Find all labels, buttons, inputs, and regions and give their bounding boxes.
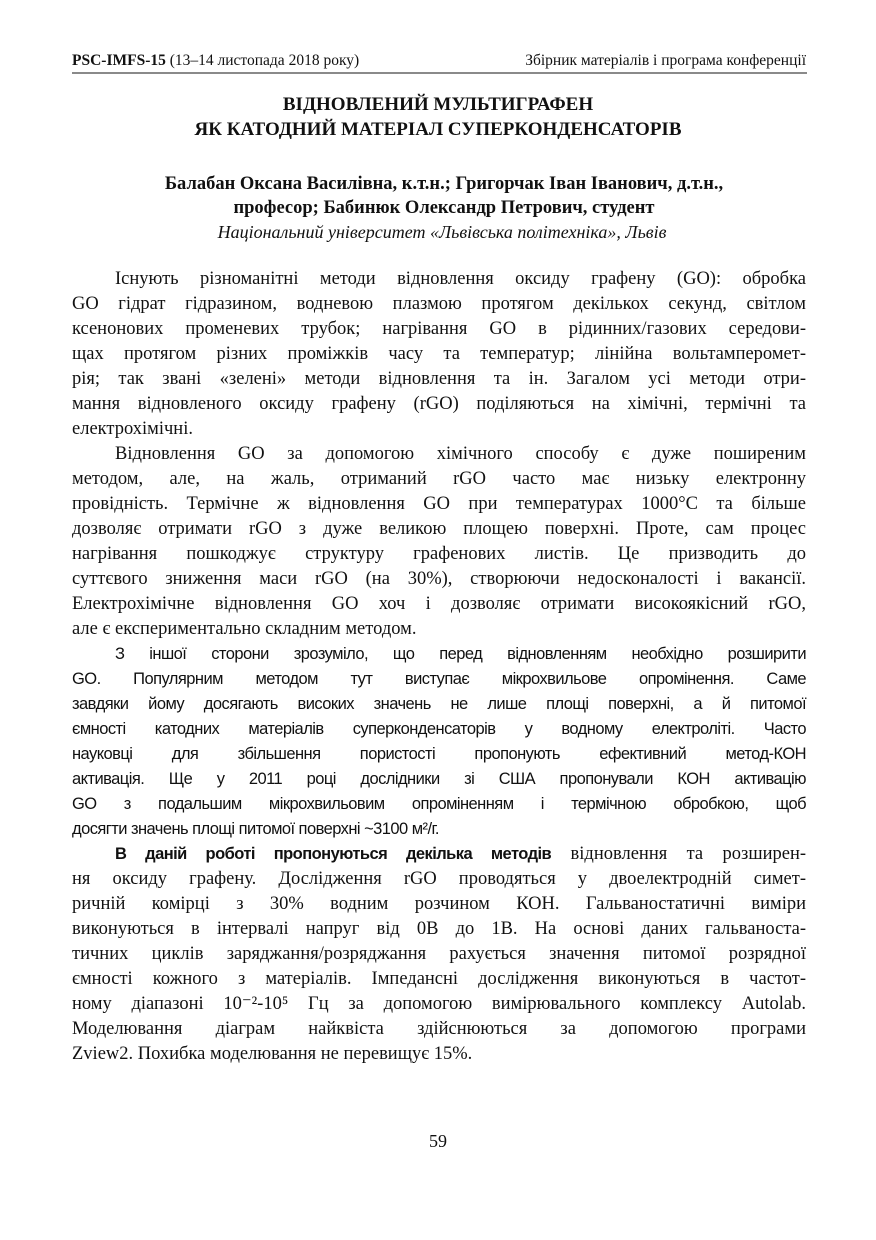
running-header-right: Збірник матеріалів і програма конференції bbox=[525, 52, 806, 69]
paragraph-2-line: Відновлення GO за допомогою хімічного способу є дуже поширеним bbox=[115, 444, 806, 464]
paragraph-4-line: Моделювання діаграм найквіста здійснюються за допомогою програми bbox=[72, 1019, 806, 1039]
paragraph-2-line: методом, але, на жаль, отриманий rGO часто має низьку електронну bbox=[72, 469, 806, 489]
paragraph-2-line: але є експериментально складним методом. bbox=[72, 619, 417, 639]
paragraph-4-line: ному діапазоні 10⁻²-10⁵ Гц за допомогою вимірювального комплексу Autolab. bbox=[72, 994, 806, 1014]
paragraph-3-line: З іншої сторони зрозуміло, що перед відновленням необхідно розширити bbox=[115, 645, 806, 663]
paragraph-1-line: електрохімічні. bbox=[72, 419, 193, 439]
paragraph-2-line: суттєвого зниження маси rGO (на 30%), створюючи недосконалості і вакансії. bbox=[72, 569, 806, 589]
conference-code: PSC-IMFS-15 bbox=[72, 52, 166, 69]
paragraph-4-line: виконуються в інтервалі напруг від 0В до 1В. На основі даних гальваноста- bbox=[72, 919, 806, 939]
paragraph-1-line: рія; так звані «зелені» методи відновлення та ін. Загалом усі методи отри- bbox=[72, 369, 806, 389]
paragraph-4-line bbox=[115, 842, 806, 867]
paragraph-3-line: GO. Популярним методом тут виступає мікрохвильове опромінення. Саме bbox=[72, 670, 806, 688]
page-number: 59 bbox=[429, 1131, 447, 1151]
paragraph-4-line: ричній комірці з 30% водним розчином КОН. Гальваностатичні виміри bbox=[72, 894, 806, 914]
paragraph-2-line: нагрівання пошкоджує структуру графенових листів. Це призводить до bbox=[72, 544, 806, 564]
authors-line-2: професор; Бабинюк Олександр Петрович, студент bbox=[233, 198, 655, 218]
paragraph-4-line: ня оксиду графену. Дослідження rGO проводяться у двоелектродній симет- bbox=[72, 869, 806, 889]
conference-dates: (13–14 листопада 2018 року) bbox=[165, 52, 360, 69]
paragraph-3-line: GO з подальшим мікрохвильовим опроміненням і термічною обробкою, щоб bbox=[72, 795, 806, 813]
paragraph-3-line: досягти значень площі питомої поверхні ~3100 м²/г. bbox=[72, 820, 439, 838]
paragraph-2-line: дозволяє отримати rGO з дуже великою площею поверхні. Проте, сам процес bbox=[72, 519, 806, 539]
paragraph-4-line: тичних циклів заряджання/розряджання рахується значення питомої розрядної bbox=[72, 944, 806, 964]
paragraph-4-line: Zview2. Похибка моделювання не перевищує 15%. bbox=[72, 1044, 473, 1064]
paragraph-1-line: GO гідрат гідразином, водневою плазмою протягом декількох секунд, світлом bbox=[72, 294, 806, 314]
title-line-2: ЯК КАТОДНИЙ МАТЕРІАЛ СУПЕРКОНДЕНСАТОРІВ bbox=[194, 119, 682, 140]
header-rule bbox=[72, 72, 807, 74]
paragraph-1-line: мання відновленого оксиду графену (rGO) поділяються на хімічні, термічні та bbox=[72, 394, 806, 414]
paragraph-3-line: ємності катодних матеріалів суперконденсаторів у водному електроліті. Часто bbox=[72, 720, 806, 738]
paragraph-2-line: Електрохімічне відновлення GO хоч і дозволяє отримати високоякісний rGO, bbox=[72, 594, 806, 614]
paragraph-2-line: провідність. Термічне ж відновлення GO при температурах 1000°С та більше bbox=[72, 494, 806, 514]
paragraph-3-line: науковці для збільшення пористості пропонують ефективний метод-КОН bbox=[72, 745, 806, 763]
paragraph-lead-text: В даній роботі пропонуються декілька методів bbox=[115, 845, 552, 863]
running-header-left bbox=[72, 52, 359, 70]
paragraph-4-line: ємності кожного з матеріалів. Імпедансні дослідження виконуються в частот- bbox=[72, 969, 806, 989]
authors-line-1: Балабан Оксана Василівна, к.т.н.; Григорчак Іван Іванович, д.т.н., bbox=[164, 174, 724, 194]
paragraph-1-line: щах протягом різних проміжків часу та температур; лінійна вольтамперомет- bbox=[72, 344, 806, 364]
affiliation: Національний університет «Львівська політехніка», Львів bbox=[217, 222, 667, 242]
title-line-1: ВІДНОВЛЕНИЙ МУЛЬТИГРАФЕН bbox=[282, 94, 594, 115]
paragraph-3-line: активація. Ще у 2011 році дослідники зі США пропонували КОН активацію bbox=[72, 770, 806, 788]
paragraph-1-line: ксенонових променевих трубок; нагрівання GO в рідинних/газових середови- bbox=[72, 319, 806, 339]
paragraph-1-line: Існують різноманітні методи відновлення оксиду графену (GO): обробка bbox=[115, 269, 806, 289]
paragraph-3-line: завдяки йому досягають високих значень не лише площі поверхні, а й питомої bbox=[72, 695, 806, 713]
paragraph-line-text: відновлення та розширен- bbox=[551, 844, 807, 864]
